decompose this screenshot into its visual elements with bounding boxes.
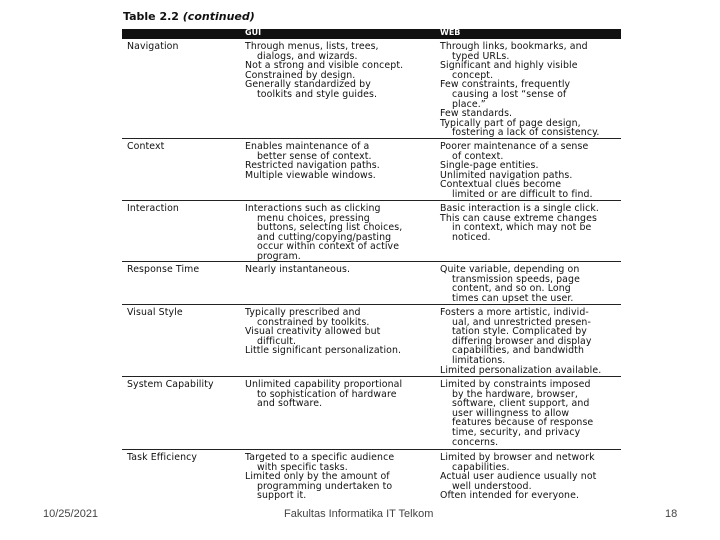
cell-line: Limited by constraints imposed	[440, 379, 591, 390]
cell-line: by the hardware, browser,	[452, 388, 578, 400]
cell-line: difficult.	[257, 335, 297, 347]
cell-line: Few constraints, frequently	[440, 79, 571, 91]
row-category: Task Efficiency	[127, 452, 198, 463]
cell-line: Typically part of page design,	[440, 117, 581, 129]
cell-line: support it.	[257, 490, 307, 502]
cell-line: times can upset the user.	[452, 292, 574, 304]
cell-line: Actual user audience usually not	[440, 471, 597, 483]
row-category: Response Time	[127, 264, 200, 275]
cell-line: menu choices, pressing	[257, 212, 370, 224]
cell-line: Quite variable, depending on	[440, 264, 580, 275]
cell-line: to sophistication of hardware	[257, 388, 397, 400]
row-category: System Capability	[127, 379, 214, 390]
cell-line: dialogs, and wizards.	[257, 50, 358, 62]
cell-line: of context.	[452, 150, 504, 162]
cell-line: differing browser and display	[452, 335, 592, 347]
cell-line: better sense of context.	[257, 150, 372, 162]
cell-line: Limited by browser and network	[440, 452, 595, 463]
row-divider	[122, 304, 621, 305]
column-header-gui: GUI	[245, 28, 262, 37]
row-gui-cell	[245, 453, 435, 501]
cell-line: program.	[257, 250, 301, 262]
table-title-continued: (continued)	[182, 10, 255, 23]
row-gui-cell	[245, 204, 435, 262]
cell-line: Significant and highly visible	[440, 60, 578, 72]
cell-line: typed URLs.	[452, 50, 510, 62]
cell-line: Contextual clues become	[440, 179, 562, 191]
cell-line: Unlimited capability proportional	[245, 379, 403, 390]
cell-line: Restricted navigation paths.	[245, 160, 380, 172]
cell-line: Few standards.	[440, 108, 513, 120]
cell-line: toolkits and style guides.	[257, 88, 378, 100]
row-category: Navigation	[127, 41, 179, 52]
row-gui-cell	[245, 142, 435, 180]
cell-line: Interactions such as clicking	[245, 203, 381, 214]
cell-line: Enables maintenance of a	[245, 141, 370, 152]
cell-line: and cutting/copying/pasting	[257, 231, 392, 243]
cell-line: transmission speeds, page	[452, 273, 580, 285]
cell-line: Visual creativity allowed but	[245, 326, 381, 338]
cell-line: concept.	[452, 69, 494, 81]
row-web-cell	[440, 453, 624, 501]
footer-institution: Fakultas Informatika IT Telkom	[284, 508, 434, 520]
row-divider	[122, 261, 621, 262]
row-gui-cell	[245, 380, 435, 409]
cell-line: Through menus, lists, trees,	[245, 41, 379, 52]
row-divider	[122, 376, 621, 377]
cell-line: tation style. Complicated by	[452, 326, 587, 338]
row-gui-cell	[245, 42, 435, 100]
cell-line: occur within context of active	[257, 241, 400, 253]
row-web-cell	[440, 265, 624, 303]
cell-line: Typically prescribed and	[245, 307, 361, 318]
cell-line: causing a lost “sense of	[452, 88, 567, 100]
cell-line: Unlimited navigation paths.	[440, 169, 573, 181]
cell-line: Little significant personalization.	[245, 345, 402, 357]
cell-line: Single-page entities.	[440, 160, 539, 172]
row-gui-cell	[245, 308, 435, 356]
row-web-cell	[440, 142, 624, 200]
cell-line: Constrained by design.	[245, 69, 356, 81]
cell-line: Often intended for everyone.	[440, 490, 580, 502]
cell-line: capabilities.	[452, 461, 510, 473]
cell-line: Through links, bookmarks, and	[440, 41, 588, 52]
cell-line: fostering a lack of consistency.	[452, 127, 600, 139]
cell-line: programming undertaken to	[257, 480, 393, 492]
cell-line: limited or are difficult to find.	[452, 188, 593, 200]
cell-line: Limited personalization available.	[440, 364, 602, 376]
cell-line: capabilities, and bandwidth	[452, 345, 584, 357]
cell-line: limitations.	[452, 354, 506, 366]
cell-line: Limited only by the amount of	[245, 471, 390, 483]
cell-line: software, client support, and	[452, 398, 590, 410]
row-divider	[122, 449, 621, 450]
cell-line: and software.	[257, 398, 323, 410]
cell-line: ual, and unrestricted presen-	[452, 316, 591, 328]
row-web-cell	[440, 42, 624, 138]
row-category: Visual Style	[127, 307, 183, 318]
cell-line: user willingness to allow	[452, 407, 570, 419]
table-title	[123, 10, 255, 23]
row-web-cell	[440, 308, 624, 375]
row-gui-cell	[245, 265, 435, 275]
table-header	[122, 29, 621, 39]
cell-line: well understood.	[452, 480, 532, 492]
cell-line: content, and so on. Long	[452, 283, 571, 295]
cell-line: place.”	[452, 98, 486, 110]
cell-line: Targeted to a specific audience	[245, 452, 395, 463]
cell-line: concerns.	[452, 436, 499, 448]
column-header-web: WEB	[440, 28, 461, 37]
cell-line: Basic interaction is a single click.	[440, 203, 599, 214]
cell-line: Multiple viewable windows.	[245, 169, 376, 181]
footer-date: 10/25/2021	[43, 508, 99, 520]
footer-page-number: 18	[665, 508, 678, 520]
row-divider	[122, 138, 621, 139]
cell-line: with specific tasks.	[257, 461, 348, 473]
row-category: Context	[127, 141, 165, 152]
cell-line: in context, which may not be	[452, 222, 592, 234]
cell-line: Fosters a more artistic, individ-	[440, 307, 589, 318]
row-web-cell	[440, 380, 624, 447]
cell-line: Nearly instantaneous.	[245, 264, 351, 275]
cell-line: Not a strong and visible concept.	[245, 60, 404, 72]
row-web-cell	[440, 204, 624, 242]
cell-line: Generally standardized by	[245, 79, 371, 91]
cell-line: time, security, and privacy	[452, 426, 581, 438]
cell-line: constrained by toolkits.	[257, 316, 370, 328]
row-divider	[122, 200, 621, 201]
cell-line: noticed.	[452, 231, 491, 243]
cell-line: This can cause extreme changes	[440, 212, 597, 224]
cell-line: buttons, selecting list choices,	[257, 222, 403, 234]
cell-line: Poorer maintenance of a sense	[440, 141, 589, 152]
table-title-main: Table 2.2	[123, 10, 179, 23]
cell-line: features because of response	[452, 417, 594, 429]
row-category: Interaction	[127, 203, 179, 214]
